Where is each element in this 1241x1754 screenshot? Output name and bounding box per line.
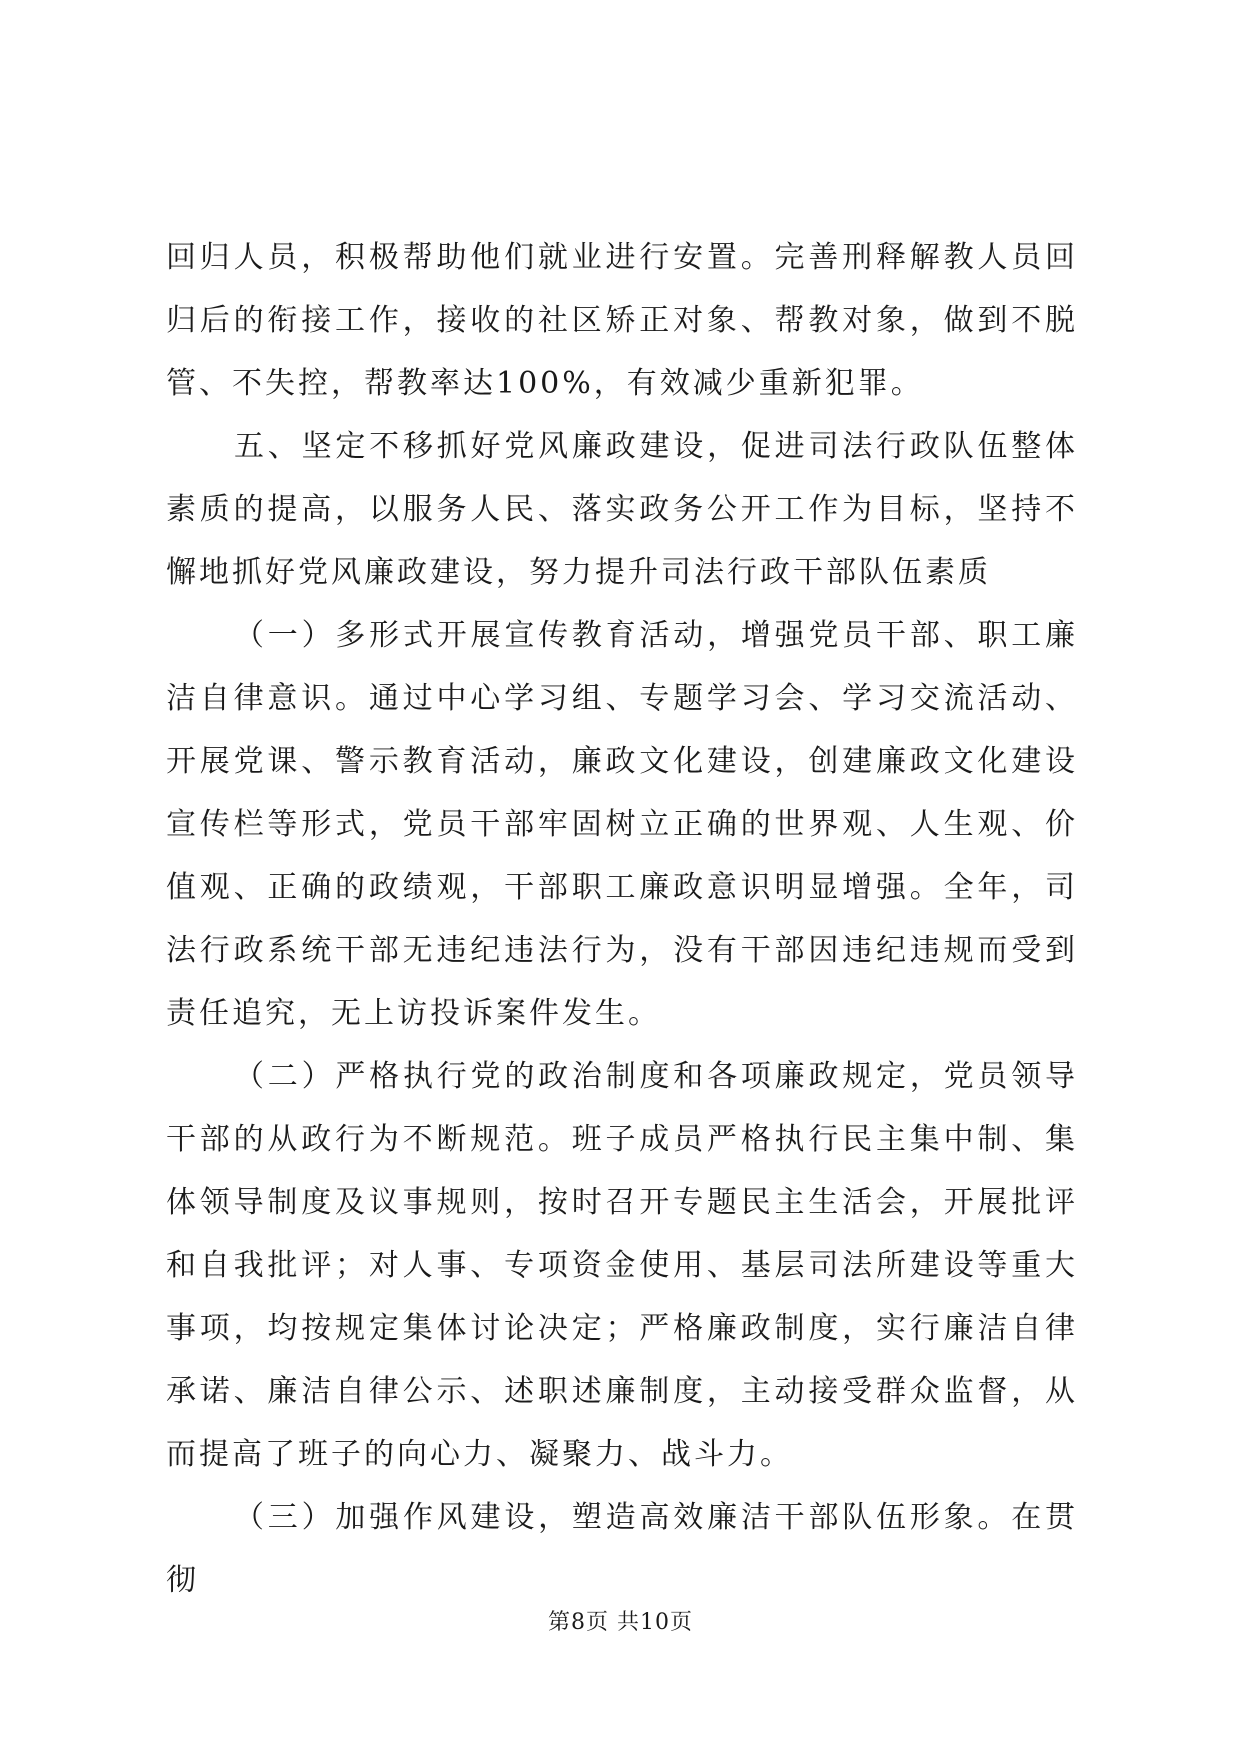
paragraph-item-three: （三）加强作风建设，塑造高效廉洁干部队伍形象。在贯彻	[166, 1500, 1078, 1598]
page-number-footer: 第8页 共10页	[548, 1610, 693, 1635]
paragraph-item-one: （一）多形式开展宣传教育活动，增强党员干部、职工廉洁自律意识。通过中心学习组、专题学习会、学习交流活动、开展党课、警示教育活动，廉政文化建设，创建廉政文化建设宣传栏等形式，党员干部牢固树立正确的世界观、人生观、价值观、正确的政绩观，干部职工廉政意识明显增强。全年，司法行政系统干部无违纪违法行为，没有干部因违纪违规而受到责任追究，无上访投诉案件发生。	[166, 618, 1078, 1031]
document-body	[166, 226, 1078, 1612]
paragraph-continuation: 回归人员，积极帮助他们就业进行安置。完善刑释解教人员回归后的衔接工作，接收的社区矫正对象、帮教对象，做到不脱管、不失控，帮教率达100%，有效减少重新犯罪。	[166, 240, 1078, 401]
paragraph-item-two: （二）严格执行党的政治制度和各项廉政规定，党员领导干部的从政行为不断规范。班子成员严格执行民主集中制、集体领导制度及议事规则，按时召开专题民主生活会，开展批评和自我批评；对人事、专项资金使用、基层司法所建设等重大事项，均按规定集体讨论决定；严格廉政制度，实行廉洁自律承诺、廉洁自律公示、述职述廉制度，主动接受群众监督，从而提高了班子的向心力、凝聚力、战斗力。	[166, 1059, 1078, 1472]
paragraph-section-five: 五、坚定不移抓好党风廉政建设，促进司法行政队伍整体素质的提高，以服务人民、落实政务公开工作为目标，坚持不懈地抓好党风廉政建设，努力提升司法行政干部队伍素质	[166, 429, 1078, 590]
